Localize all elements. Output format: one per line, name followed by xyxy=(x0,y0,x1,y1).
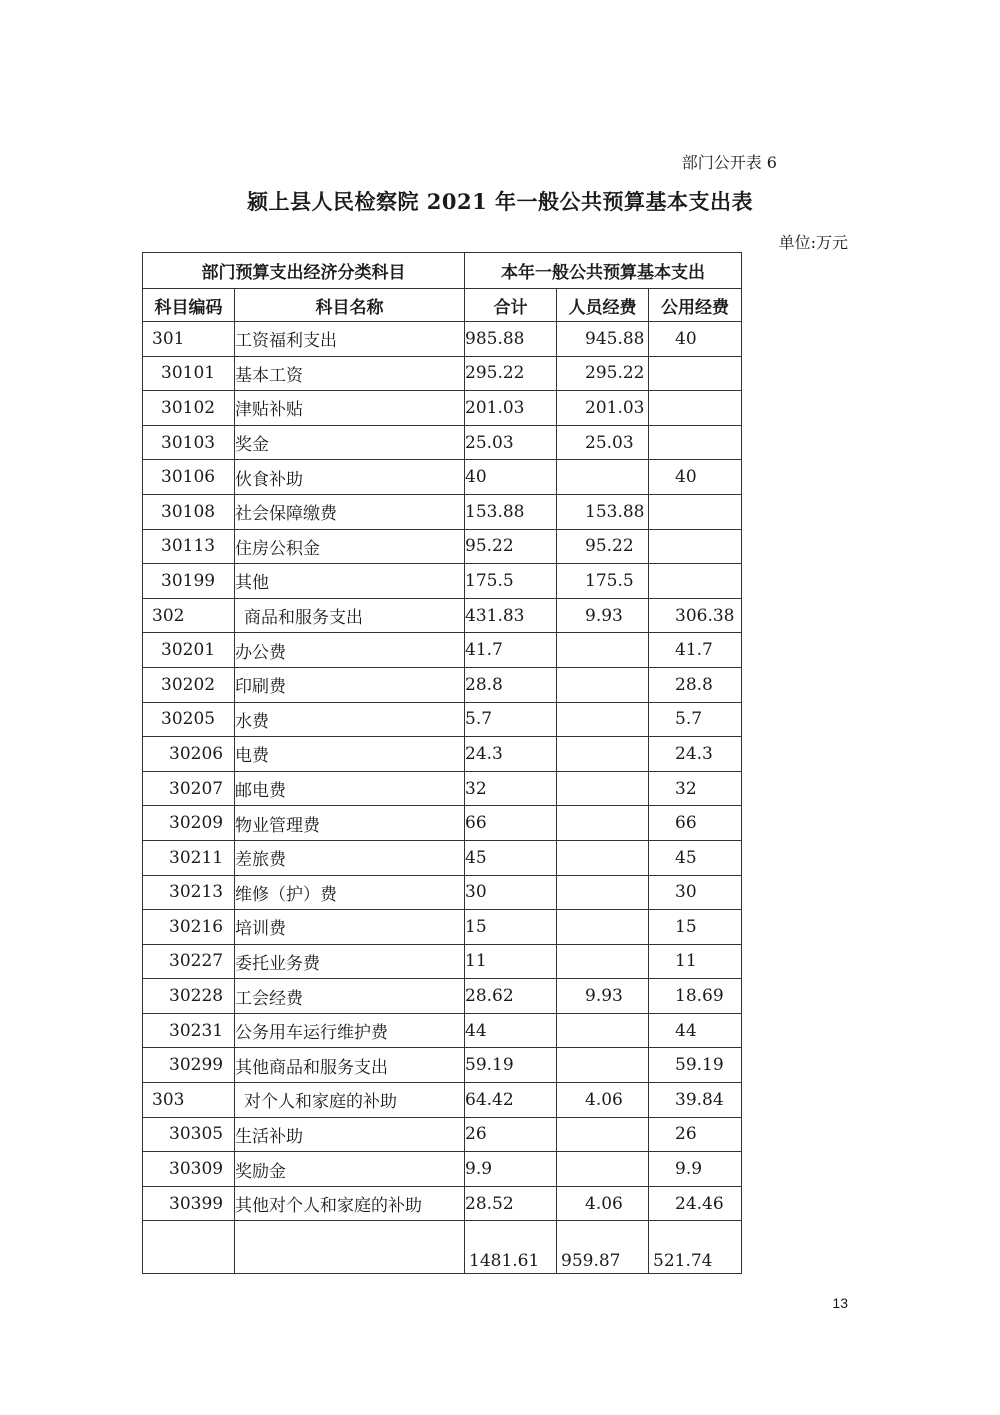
cell-total: 44 xyxy=(465,1013,557,1048)
cell-name: 公务用车运行维护费 xyxy=(235,1013,465,1048)
cell-public xyxy=(649,529,742,564)
cell-personnel: 295.22 xyxy=(557,356,649,391)
cell-name: 办公费 xyxy=(235,633,465,668)
total-cell-personnel: 959.87 xyxy=(557,1221,649,1274)
cell-personnel xyxy=(557,1152,649,1187)
cell-personnel xyxy=(557,633,649,668)
cell-name: 水费 xyxy=(235,702,465,737)
group-header-row xyxy=(143,253,742,289)
cell-public xyxy=(649,494,742,529)
column-header-name: 科目名称 xyxy=(235,289,465,322)
cell-personnel xyxy=(557,737,649,772)
cell-personnel xyxy=(557,806,649,841)
cell-public: 5.7 xyxy=(649,702,742,737)
cell-public: 24.46 xyxy=(649,1186,742,1221)
table-row xyxy=(143,598,742,633)
cell-public: 11 xyxy=(649,944,742,979)
cell-public xyxy=(649,425,742,460)
cell-name: 商品和服务支出 xyxy=(235,598,465,633)
table-row xyxy=(143,737,742,772)
cell-total: 5.7 xyxy=(465,702,557,737)
cell-code: 30211 xyxy=(143,840,235,875)
table-row xyxy=(143,425,742,460)
cell-total: 985.88 xyxy=(465,322,557,357)
cell-code: 302 xyxy=(143,598,235,633)
cell-total: 11 xyxy=(465,944,557,979)
cell-total: 28.8 xyxy=(465,667,557,702)
total-cell-public: 521.74 xyxy=(649,1221,742,1274)
cell-public: 26 xyxy=(649,1117,742,1152)
cell-name: 工会经费 xyxy=(235,979,465,1014)
cell-total: 32 xyxy=(465,771,557,806)
cell-public: 40 xyxy=(649,322,742,357)
cell-name: 邮电费 xyxy=(235,771,465,806)
cell-code: 30103 xyxy=(143,425,235,460)
cell-name: 津贴补贴 xyxy=(235,391,465,426)
cell-name: 差旅费 xyxy=(235,840,465,875)
cell-name: 委托业务费 xyxy=(235,944,465,979)
cell-total: 95.22 xyxy=(465,529,557,564)
cell-total: 175.5 xyxy=(465,564,557,599)
group-header-classification: 部门预算支出经济分类科目 xyxy=(143,253,465,289)
table-row xyxy=(143,391,742,426)
cell-personnel: 945.88 xyxy=(557,322,649,357)
column-header-total: 合计 xyxy=(465,289,557,322)
page-number: 13 xyxy=(832,1295,848,1311)
cell-total: 64.42 xyxy=(465,1083,557,1118)
cell-public: 306.38 xyxy=(649,598,742,633)
column-header-personnel: 人员经费 xyxy=(557,289,649,322)
cell-name: 奖励金 xyxy=(235,1152,465,1187)
total-cell-total: 1481.61 xyxy=(465,1221,557,1274)
cell-personnel xyxy=(557,1117,649,1152)
cell-public: 15 xyxy=(649,910,742,945)
cell-total: 66 xyxy=(465,806,557,841)
cell-code: 301 xyxy=(143,322,235,357)
cell-personnel xyxy=(557,460,649,495)
table-row xyxy=(143,1186,742,1221)
cell-total: 295.22 xyxy=(465,356,557,391)
cell-name: 生活补助 xyxy=(235,1117,465,1152)
cell-name: 培训费 xyxy=(235,910,465,945)
cell-public: 18.69 xyxy=(649,979,742,1014)
cell-name: 电费 xyxy=(235,737,465,772)
cell-personnel: 175.5 xyxy=(557,564,649,599)
cell-personnel: 4.06 xyxy=(557,1083,649,1118)
table-row xyxy=(143,460,742,495)
cell-total: 26 xyxy=(465,1117,557,1152)
column-header-public: 公用经费 xyxy=(649,289,742,322)
table-row xyxy=(143,529,742,564)
cell-personnel xyxy=(557,667,649,702)
cell-public: 40 xyxy=(649,460,742,495)
cell-public xyxy=(649,564,742,599)
table-row xyxy=(143,494,742,529)
table-row xyxy=(143,1117,742,1152)
cell-total: 201.03 xyxy=(465,391,557,426)
cell-total: 431.83 xyxy=(465,598,557,633)
cell-personnel xyxy=(557,875,649,910)
cell-code: 30216 xyxy=(143,910,235,945)
cell-total: 25.03 xyxy=(465,425,557,460)
cell-code: 30113 xyxy=(143,529,235,564)
cell-total: 30 xyxy=(465,875,557,910)
cell-name: 维修（护）费 xyxy=(235,875,465,910)
table-row xyxy=(143,979,742,1014)
cell-code: 30202 xyxy=(143,667,235,702)
table-row xyxy=(143,910,742,945)
cell-name: 其他对个人和家庭的补助 xyxy=(235,1186,465,1221)
cell-code: 30102 xyxy=(143,391,235,426)
cell-code: 30207 xyxy=(143,771,235,806)
table-row xyxy=(143,1048,742,1083)
page-title: 颍上县人民检察院 2021 年一般公共预算基本支出表 xyxy=(246,189,754,214)
cell-code: 30199 xyxy=(143,564,235,599)
column-header-row xyxy=(143,289,742,322)
cell-code: 30399 xyxy=(143,1186,235,1221)
cell-total: 15 xyxy=(465,910,557,945)
cell-code: 30228 xyxy=(143,979,235,1014)
cell-total: 41.7 xyxy=(465,633,557,668)
cell-personnel xyxy=(557,840,649,875)
table-row xyxy=(143,1152,742,1187)
cell-public: 44 xyxy=(649,1013,742,1048)
table-row xyxy=(143,667,742,702)
cell-public: 9.9 xyxy=(649,1152,742,1187)
table-row xyxy=(143,1083,742,1118)
cell-code: 30201 xyxy=(143,633,235,668)
cell-name: 伙食补助 xyxy=(235,460,465,495)
cell-name: 住房公积金 xyxy=(235,529,465,564)
cell-personnel: 9.93 xyxy=(557,598,649,633)
cell-total: 45 xyxy=(465,840,557,875)
table-row xyxy=(143,356,742,391)
cell-personnel xyxy=(557,910,649,945)
cell-name: 其他商品和服务支出 xyxy=(235,1048,465,1083)
cell-public: 32 xyxy=(649,771,742,806)
cell-code: 30309 xyxy=(143,1152,235,1187)
cell-total: 24.3 xyxy=(465,737,557,772)
table-row xyxy=(143,1013,742,1048)
cell-personnel: 4.06 xyxy=(557,1186,649,1221)
cell-name: 物业管理费 xyxy=(235,806,465,841)
table-row xyxy=(143,771,742,806)
cell-name: 印刷费 xyxy=(235,667,465,702)
cell-code: 30206 xyxy=(143,737,235,772)
cell-public: 66 xyxy=(649,806,742,841)
table-row xyxy=(143,564,742,599)
cell-personnel xyxy=(557,1048,649,1083)
cell-public: 39.84 xyxy=(649,1083,742,1118)
cell-personnel: 201.03 xyxy=(557,391,649,426)
table-row xyxy=(143,875,742,910)
table-row xyxy=(143,806,742,841)
cell-total: 28.52 xyxy=(465,1186,557,1221)
cell-total: 28.62 xyxy=(465,979,557,1014)
cell-personnel xyxy=(557,771,649,806)
cell-code: 30205 xyxy=(143,702,235,737)
cell-public: 59.19 xyxy=(649,1048,742,1083)
unit-label: 单位:万元 xyxy=(778,233,848,252)
budget-table xyxy=(142,252,742,1274)
cell-code: 30209 xyxy=(143,806,235,841)
cell-personnel: 95.22 xyxy=(557,529,649,564)
cell-code: 30231 xyxy=(143,1013,235,1048)
table-row xyxy=(143,702,742,737)
cell-personnel: 9.93 xyxy=(557,979,649,1014)
cell-code: 30213 xyxy=(143,875,235,910)
cell-public: 28.8 xyxy=(649,667,742,702)
total-row xyxy=(143,1221,742,1274)
total-name-cell xyxy=(235,1221,465,1274)
cell-code: 30106 xyxy=(143,460,235,495)
cell-personnel xyxy=(557,944,649,979)
table-row xyxy=(143,633,742,668)
cell-public xyxy=(649,356,742,391)
table-row xyxy=(143,322,742,357)
total-code-cell xyxy=(143,1221,235,1274)
cell-code: 30299 xyxy=(143,1048,235,1083)
cell-personnel: 25.03 xyxy=(557,425,649,460)
column-header-code: 科目编码 xyxy=(143,289,235,322)
table-body xyxy=(143,322,742,1221)
cell-personnel: 153.88 xyxy=(557,494,649,529)
cell-code: 303 xyxy=(143,1083,235,1118)
cell-personnel xyxy=(557,702,649,737)
cell-code: 30101 xyxy=(143,356,235,391)
cell-public: 41.7 xyxy=(649,633,742,668)
cell-code: 30227 xyxy=(143,944,235,979)
cell-total: 59.19 xyxy=(465,1048,557,1083)
cell-public: 45 xyxy=(649,840,742,875)
cell-code: 30305 xyxy=(143,1117,235,1152)
cell-total: 153.88 xyxy=(465,494,557,529)
table-label: 部门公开表 6 xyxy=(681,153,777,172)
cell-public: 30 xyxy=(649,875,742,910)
group-header-expenditure: 本年一般公共预算基本支出 xyxy=(465,253,742,289)
cell-name: 奖金 xyxy=(235,425,465,460)
cell-name: 社会保障缴费 xyxy=(235,494,465,529)
table-row xyxy=(143,840,742,875)
cell-total: 40 xyxy=(465,460,557,495)
cell-name: 其他 xyxy=(235,564,465,599)
table-row xyxy=(143,944,742,979)
cell-public: 24.3 xyxy=(649,737,742,772)
cell-name: 对个人和家庭的补助 xyxy=(235,1083,465,1118)
cell-total: 9.9 xyxy=(465,1152,557,1187)
cell-name: 工资福利支出 xyxy=(235,322,465,357)
cell-code: 30108 xyxy=(143,494,235,529)
cell-public xyxy=(649,391,742,426)
cell-name: 基本工资 xyxy=(235,356,465,391)
cell-personnel xyxy=(557,1013,649,1048)
